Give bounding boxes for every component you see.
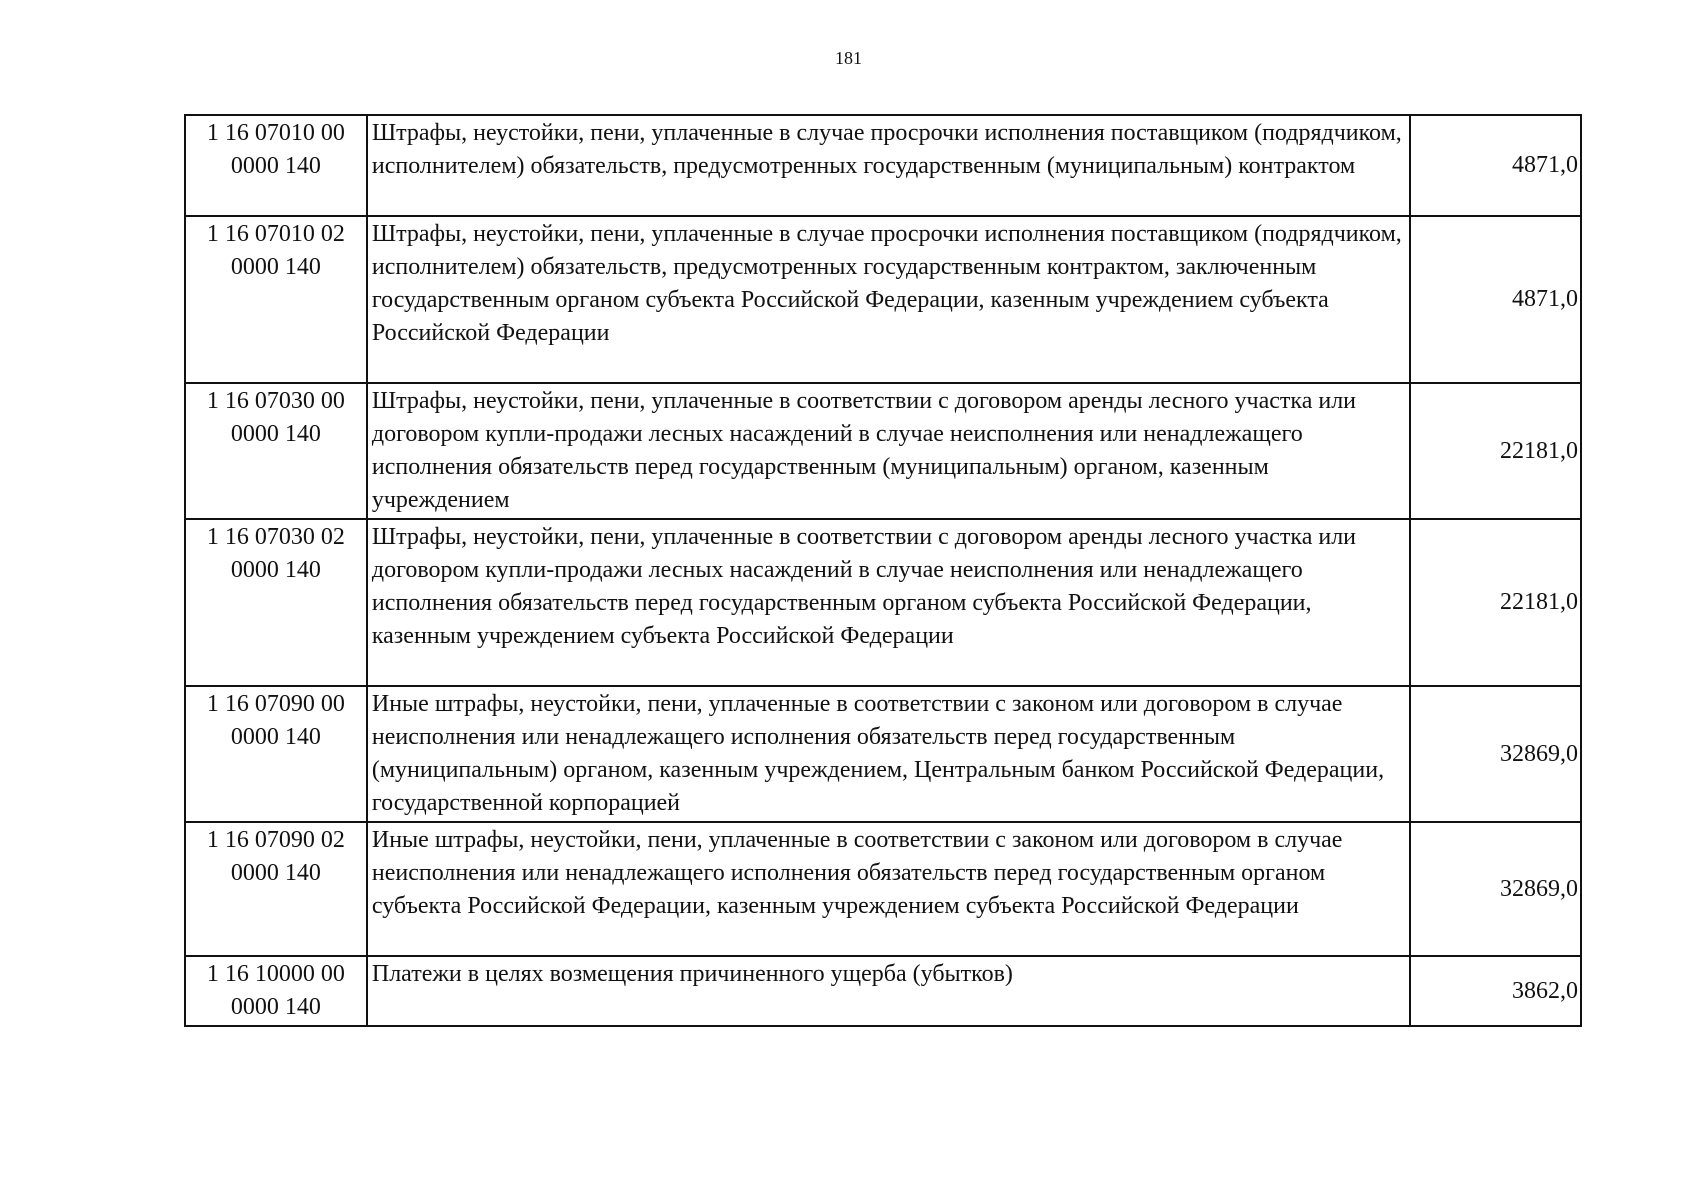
budget-table <box>184 114 1582 1027</box>
table-row <box>185 956 1581 1026</box>
table-row <box>185 383 1581 519</box>
budget-code: 1 16 10000 00 0000 140 <box>185 956 367 1026</box>
revenue-description: Штрафы, неустойки, пени, уплаченные в случае просрочки исполнения поставщиком (подрядчиком, исполнителем) обязательств, предусмотренных государственным (муниципальным) контрактом <box>367 115 1410 216</box>
table-row <box>185 519 1581 686</box>
amount-value: 3862,0 <box>1410 956 1581 1026</box>
amount-value: 32869,0 <box>1410 822 1581 956</box>
table-row <box>185 115 1581 216</box>
budget-code: 1 16 07030 00 0000 140 <box>185 383 367 519</box>
budget-code: 1 16 07090 00 0000 140 <box>185 686 367 822</box>
amount-value: 4871,0 <box>1410 216 1581 383</box>
table-row <box>185 822 1581 956</box>
revenue-description: Платежи в целях возмещения причиненного ущерба (убытков) <box>367 956 1410 1026</box>
budget-code: 1 16 07010 02 0000 140 <box>185 216 367 383</box>
table-row <box>185 216 1581 383</box>
table-row <box>185 686 1581 822</box>
budget-code: 1 16 07030 02 0000 140 <box>185 519 367 686</box>
amount-value: 22181,0 <box>1410 383 1581 519</box>
amount-value: 32869,0 <box>1410 686 1581 822</box>
revenue-description: Штрафы, неустойки, пени, уплаченные в соответствии с договором аренды лесного участка или договором купли-продажи лесных насаждений в случае неисполнения или ненадлежащего исполнения обязательств перед государственным (муниципальным) органом, казенным учреждением <box>367 383 1410 519</box>
amount-value: 22181,0 <box>1410 519 1581 686</box>
revenue-description: Штрафы, неустойки, пени, уплаченные в случае просрочки исполнения поставщиком (подрядчиком, исполнителем) обязательств, предусмотренных государственным контрактом, заключенным государственным органом субъекта Российской Федерации, казенным учреждением субъекта Российской Федерации <box>367 216 1410 383</box>
revenue-description: Штрафы, неустойки, пени, уплаченные в соответствии с договором аренды лесного участка или договором купли-продажи лесных насаждений в случае неисполнения или ненадлежащего исполнения обязательств перед государственным органом субъекта Российской Федерации, казенным учреждением субъекта Российской Федерации <box>367 519 1410 686</box>
revenue-description: Иные штрафы, неустойки, пени, уплаченные в соответствии с законом или договором в случае неисполнения или ненадлежащего исполнения обязательств перед государственным органом субъекта Российской Федерации, казенным учреждением субъекта Российской Федерации <box>367 822 1410 956</box>
revenue-description: Иные штрафы, неустойки, пени, уплаченные в соответствии с законом или договором в случае неисполнения или ненадлежащего исполнения обязательств перед государственным (муниципальным) органом, казенным учреждением, Центральным банком Российской Федерации, государственной корпорацией <box>367 686 1410 822</box>
amount-value: 4871,0 <box>1410 115 1581 216</box>
budget-code: 1 16 07010 00 0000 140 <box>185 115 367 216</box>
budget-code: 1 16 07090 02 0000 140 <box>185 822 367 956</box>
page-number: 181 <box>835 48 862 68</box>
